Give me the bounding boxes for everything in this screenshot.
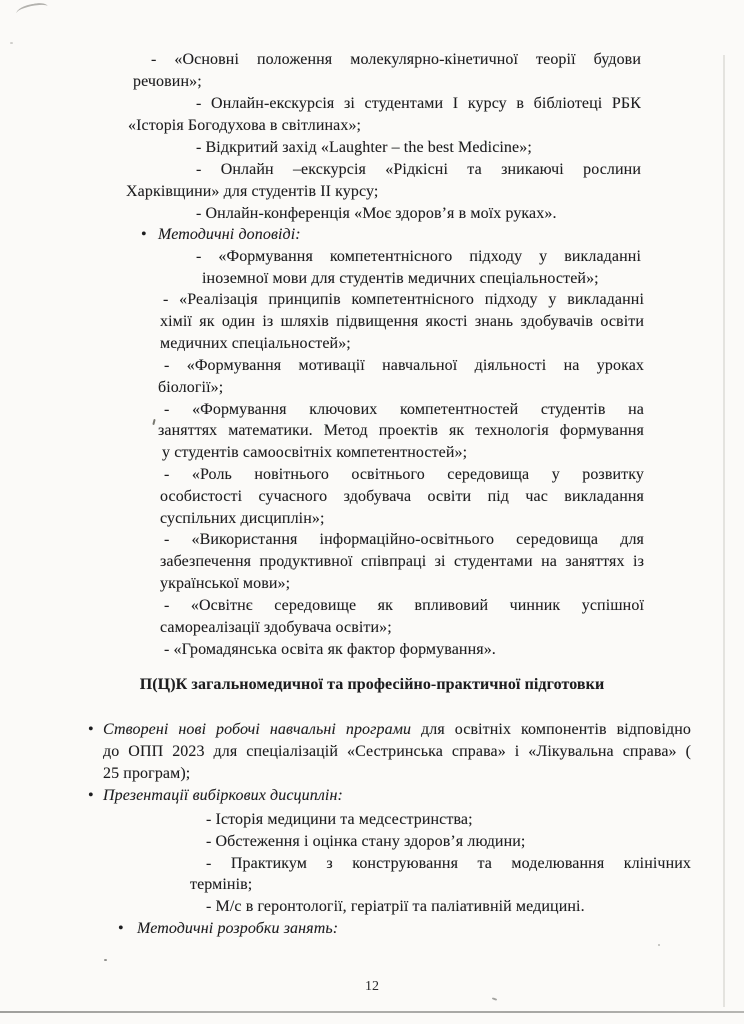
- scan-speck: [104, 959, 107, 961]
- bullet-icon: •: [88, 721, 94, 738]
- scan-corner-mark: [15, 2, 48, 19]
- reports-list-line: - «Громадянська освіта як фактор формування».: [164, 641, 496, 658]
- events-list-line: речовин»;: [133, 73, 202, 90]
- disciplines-list-line: термінів;: [190, 876, 253, 893]
- scan-dot: [10, 42, 13, 44]
- bullet-icon: •: [88, 787, 94, 804]
- events-list-line: - Відкритий захід «Laughter – the best Medicine»;: [196, 139, 532, 156]
- disciplines-list-line: - Обстеження і оцінка стану здоров’я людини;: [206, 833, 526, 850]
- disciplines-list-line: - Практикум з конструювання та моделювання клінічних: [206, 855, 691, 872]
- reports-list-line: - «Освітнє середовище як впливовий чинник успішної: [164, 597, 644, 614]
- programs-list-line: Створені нові робочі навчальні програми для освітніх компонентів відповідно: [103, 721, 691, 738]
- workshops-label: Методичні розробки занять:: [137, 920, 339, 937]
- scan-speck: [658, 944, 660, 946]
- events-list-line: - «Основні положення молекулярно-кінетичної теорії будови: [151, 51, 641, 68]
- bullet-icon: •: [141, 226, 147, 243]
- bullet-icon: •: [118, 920, 124, 937]
- reports-list-line: української мови»;: [160, 575, 291, 592]
- scan-page-edge-right: [723, 55, 725, 1007]
- reports-list-line: - «Формування компетентнісного підходу у викладанні: [196, 248, 641, 265]
- reports-list-line: суспільних дисциплін»;: [160, 510, 325, 527]
- reports-list-line: - «Формування мотивації навчальної діяльності на уроках: [164, 357, 644, 374]
- reports-list-line: - «Реалізація принципів компетентнісного підходу у викладанні: [163, 291, 644, 308]
- events-list-line: - Онлайн –екскурсія «Рідкісні та зникаючі рослини: [196, 161, 641, 178]
- reports-list-line: забезпечення продуктивної співпраці зі студентами на заняттях із: [160, 553, 644, 570]
- scan-speck: [492, 997, 497, 1000]
- events-list-line: «Історія Богодухова в світлинах»;: [128, 117, 362, 134]
- programs-list-line: 25 програм);: [103, 765, 191, 782]
- reports-list-line: іноземної мови для студентів медичних спеціальностей»;: [202, 270, 599, 287]
- reports-list-line: заняттях математики. Метод проектів як технологія формування: [158, 422, 644, 439]
- page-number: 12: [365, 979, 379, 994]
- events-list-line: Харківщини» для студентів II курсу;: [126, 183, 379, 200]
- scan-page-edge-bottom: [0, 1011, 744, 1013]
- methodical-reports-label: Методичні доповіді:: [158, 226, 301, 243]
- reports-list-line: - «Формування ключових компетентностей студентів на: [164, 401, 644, 418]
- events-list-line: - Онлайн-екскурсія зі студентами I курсу в бібліотеці РБК: [196, 95, 641, 112]
- events-list-line: - Онлайн-конференція «Моє здоров’я в моїх руках».: [196, 205, 557, 222]
- disciplines-list-line: - М/с в геронтології, геріатрії та паліативній медицині.: [206, 898, 585, 915]
- scan-stray-tick: [152, 419, 155, 425]
- electives-label: Презентації вибіркових дисциплін:: [103, 787, 343, 804]
- reports-list-line: - «Роль новітнього освітнього середовища у розвитку: [164, 466, 644, 483]
- reports-list-line: особистості сучасного здобувача освіти під час викладання: [160, 488, 644, 505]
- reports-list-line: біології»;: [158, 379, 224, 396]
- reports-list-line: медичних спеціальностей»;: [160, 335, 351, 352]
- disciplines-list-line: - Історія медицини та медсестринства;: [206, 811, 473, 828]
- section-heading-title: П(Ц)К загальномедичної та професійно-практичної підготовки: [139, 676, 605, 693]
- reports-list-line: - «Використання інформаційно-освітнього середовища для: [164, 531, 644, 548]
- reports-list-line: у студентів самоосвітніх компетентностей»;: [162, 444, 468, 461]
- programs-list-line: до ОПП 2023 для спеціалізацій «Сестринська справа» і «Лікувальна справа» (: [103, 743, 691, 760]
- reports-list-line: самореалізації здобувача освіти»;: [160, 619, 392, 636]
- reports-list-line: хімії як один із шляхів підвищення якості знань здобувачів освіти: [160, 313, 644, 330]
